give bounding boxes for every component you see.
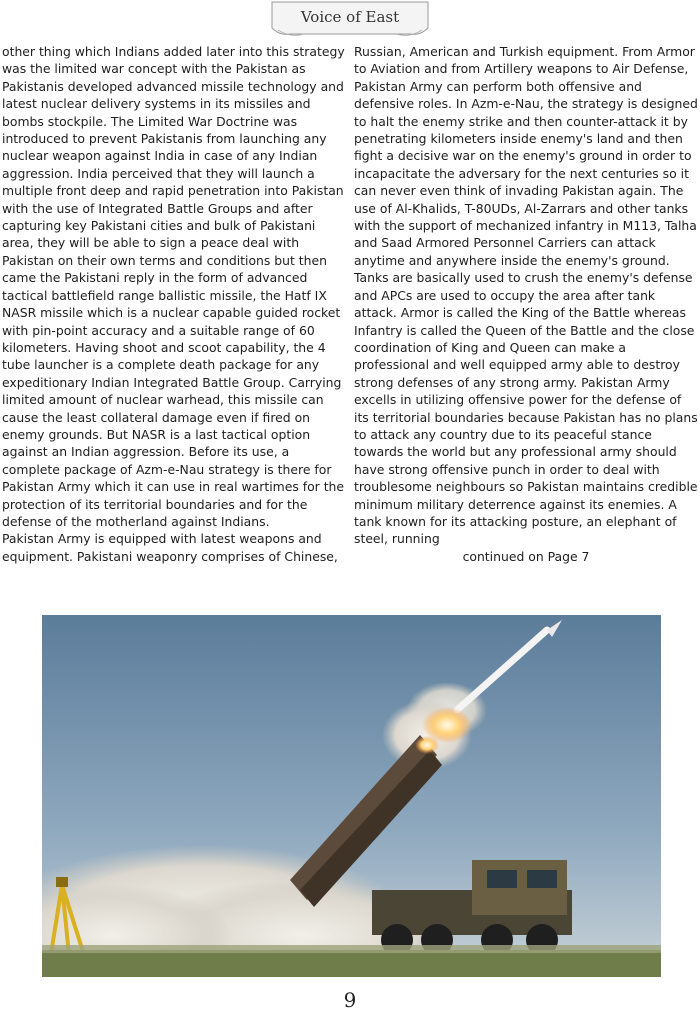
missile-launch-illustration	[42, 615, 661, 977]
body-paragraph: other thing which Indians added later into this strategy was the limited war concept with the Pakistan as Pakistanis developed advanced missile technology and latest nuclear delivery systems in its missiles and bombs stockpile. The Limited War Doctrine was introduced to prevent Pakistanis from launching any nuclear weapon against India in case of any Indian aggression. India perceived that they will launch a multiple front deep and rapid penetration into Pakistan with the use of Integrated Battle Groups and after capturing key Pakistani cities and bulk of Pakistani area, they will be able to sign a peace deal with Pakistan on their own terms and conditions but then came the Pakistani reply in the form of advanced tactical battlefield range ballistic missile, the Hatf IX NASR missile which is a nuclear capable guided rocket with pin-point accuracy and a suitable range of 60 kilometers. Having shoot and scoot capability, the 4 tube launcher is a complete death package for any expeditionary Indian Integrated Battle Group. Carrying limited amount of nuclear warhead, this missile can cause the least collateral damage even if fired on enemy grounds. But NASR is a last tactical option against an Indian aggression. Before its use, a complete package of Azm-e-Nau strategy is there for Pakistan Army which it can use in real wartimes for the protection of its territorial boundaries and for the defense of the motherland against Indians.	[2, 44, 345, 529]
body-paragraph: Russian, American and Turkish equipment. From Armor to Aviation and from Artillery weapons to Air Defense, Pakistan Army can perform both offensive and defensive roles. In Azm-e-Nau, the strategy is designed to halt the enemy strike and then counter-attack it by penetrating kilometers inside enemy's land and then fight a decisive war on the enemy's ground in order to incapacitate the adversary for the next centuries so it can never even think of invading Pakistan again. The use of Al-Khalids, T-80UDs, Al-Zarrars and other tanks with the support of mechanized infantry in M113, Talha and Saad Armored Personnel Carriers can attack anytime and anywhere inside the enemy's ground. Tanks are basically used to crush the enemy's defense and APCs are used to occupy the area after tank attack. Armor is called the King of the Battle whereas Infantry is called the Queen of the Battle and the close coordination of King and Queen can make a professional and well equipped army able to destroy strong defenses of any strong army. Pakistan Army excells in utilizing offensive power for the defense of its territorial boundaries because Pakistan has no plans to attack any country due to its peaceful stance towards the world but any professional army should have strong offensive punch in order to deal with troublesome neighbours so Pakistan maintains credible minimum military deterrence against its enemies. A tank known for its attacking posture, an elephant of steel, running	[354, 44, 698, 547]
left-column	[2, 43, 348, 565]
body-paragraph: Pakistan Army is equipped with latest weapons and equipment. Pakistani weaponry comprises of Chinese,	[2, 531, 338, 564]
continued-note: continued on Page 7	[462, 548, 590, 564]
page-number: 9	[343, 988, 357, 1012]
missile-launch-photo	[42, 615, 661, 977]
right-column	[354, 43, 698, 565]
masthead	[270, 0, 430, 38]
publication-title: Voice of East	[300, 8, 400, 26]
